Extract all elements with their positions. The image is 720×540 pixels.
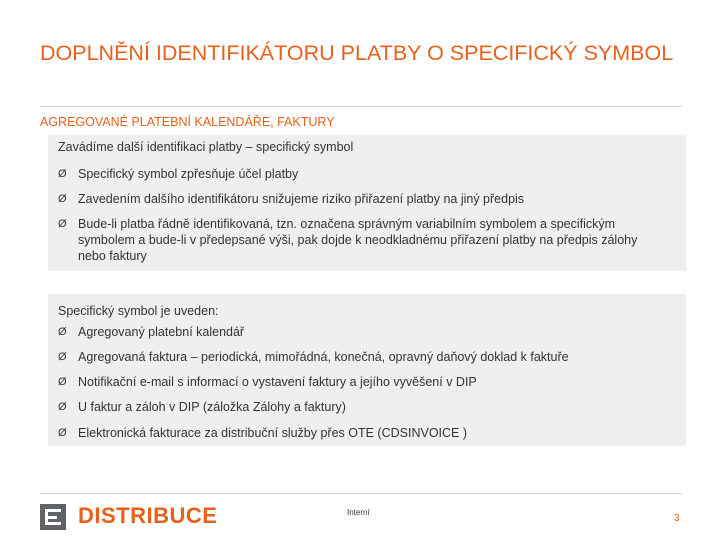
- classification-label: Interní: [347, 508, 370, 517]
- cez-logo-icon: [40, 504, 66, 530]
- info-box-identification: [48, 135, 686, 271]
- arrow-bullet-icon: Ø: [58, 427, 67, 439]
- arrow-bullet-icon: Ø: [58, 218, 67, 230]
- list-item-text: Notifikační e-mail s informací o vystavení faktury a jejího vyvěšení v DIP: [78, 375, 477, 389]
- list-item-text: Agregovaný platební kalendář: [78, 325, 245, 339]
- arrow-bullet-icon: Ø: [58, 326, 67, 338]
- arrow-bullet-icon: Ø: [58, 351, 67, 363]
- list-item: [58, 324, 638, 340]
- list-item: [58, 216, 638, 264]
- slide-subtitle: AGREGOVANÉ PLATEBNÍ KALENDÁŘE, FAKTURY: [40, 115, 335, 129]
- arrow-bullet-icon: Ø: [58, 376, 67, 388]
- list-item: [58, 399, 638, 415]
- list-item-text: Bude-li platba řádně identifikovaná, tzn. označena správným variabilním symbolem a specifickým symbolem a bude-li v předepsané výši, pak dojde k neodkladnému přiřazení platby na předpis zálohy nebo faktury: [78, 217, 638, 263]
- arrow-bullet-icon: Ø: [58, 193, 67, 205]
- list-item-text: Agregovaná faktura – periodická, mimořádná, konečná, opravný daňový doklad k faktuře: [78, 350, 569, 364]
- page-number: 3: [674, 513, 680, 524]
- brand-logo-text: DISTRIBUCE: [78, 503, 218, 528]
- list-item: [58, 191, 638, 207]
- list-item-text: Zavedením dalšího identifikátoru snižujeme riziko přiřazení platby na jiný předpis: [78, 192, 525, 206]
- box-heading: Zavádíme další identifikaci platby – specifický symbol: [58, 140, 354, 154]
- list-item: [58, 425, 638, 441]
- arrow-bullet-icon: Ø: [58, 401, 67, 413]
- list-item: [58, 349, 678, 365]
- list-item: [58, 166, 638, 182]
- title-divider: [40, 106, 682, 107]
- list-item-text: U faktur a záloh v DIP (záložka Zálohy a faktury): [78, 400, 346, 414]
- list-item: [58, 374, 638, 390]
- footer-divider: [40, 493, 682, 494]
- info-box-usage: [48, 294, 686, 446]
- list-item-text: Elektronická fakturace za distribuční služby přes OTE (CDSINVOICE ): [78, 426, 468, 440]
- box-heading: Specifický symbol je uveden:: [58, 304, 219, 318]
- slide-title: DOPLNĚNÍ IDENTIFIKÁTORU PLATBY O SPECIFICKÝ SYMBOL: [40, 41, 674, 65]
- list-item-text: Specifický symbol zpřesňuje účel platby: [78, 167, 299, 181]
- arrow-bullet-icon: Ø: [58, 168, 67, 180]
